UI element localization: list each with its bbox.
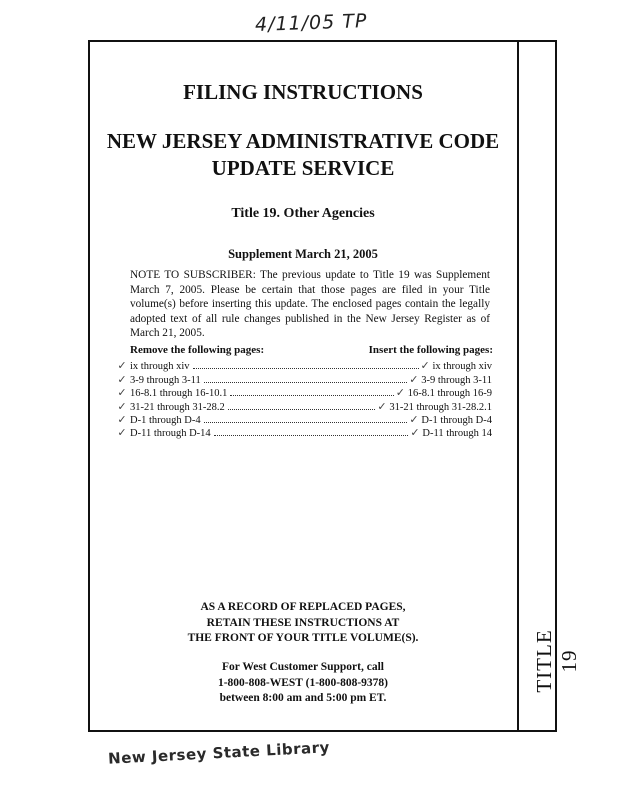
list-item	[114, 386, 492, 399]
remove-range: ix through xiv	[130, 361, 190, 373]
check-mark-icon: ✓	[117, 426, 127, 440]
remove-range: 16-8.1 through 16-10.1	[130, 388, 228, 400]
library-stamp: New Jersey State Library	[107, 738, 331, 768]
list-item	[114, 426, 492, 439]
remove-range: D-1 through D-4	[130, 414, 201, 426]
record-line-3: THE FRONT OF YOUR TITLE VOLUME(S).	[187, 632, 419, 644]
dot-leader	[214, 434, 409, 436]
check-mark-icon: ✓	[117, 386, 127, 400]
insert-range: 3-9 through 3-11	[421, 374, 492, 386]
page-title: FILING INSTRUCTIONS	[183, 80, 423, 104]
dot-leader	[204, 381, 407, 383]
insert-range: D-11 through 14	[422, 428, 492, 440]
list-item	[114, 399, 492, 412]
insert-range: D-1 through D-4	[421, 414, 492, 426]
support-line-1: For West Customer Support, call	[222, 661, 384, 673]
insert-pages-header: Insert the following pages:	[368, 344, 493, 356]
document-subtitle	[92, 128, 514, 182]
title-number: Title 19. Other Agencies	[231, 206, 375, 221]
check-mark-icon: ✓	[395, 386, 405, 400]
list-item	[114, 413, 492, 426]
subtitle-line-1: NEW JERSEY ADMINISTRATIVE CODE	[106, 129, 500, 153]
check-mark-icon: ✓	[409, 412, 419, 426]
record-line-1: AS A RECORD OF REPLACED PAGES,	[200, 601, 406, 613]
customer-support-info	[92, 660, 514, 707]
insert-range: 31-21 through 31-28.2.1	[389, 401, 492, 413]
remove-range: 31-21 through 31-28.2	[130, 401, 225, 413]
check-mark-icon: ✓	[117, 399, 127, 413]
record-instructions	[92, 600, 514, 647]
check-mark-icon: ✓	[410, 426, 420, 440]
handwritten-date-annotation: 4/11/05 TP	[254, 10, 368, 36]
supplement-date: Supplement March 21, 2005	[228, 247, 378, 261]
dot-leader	[204, 421, 408, 423]
dot-leader	[193, 367, 419, 369]
check-mark-icon: ✓	[117, 359, 127, 373]
support-hours: between 8:00 am and 5:00 pm ET.	[219, 692, 387, 704]
check-mark-icon: ✓	[420, 359, 430, 373]
remove-range: D-11 through D-14	[130, 428, 211, 440]
support-phone: 1-800-808-WEST (1-800-808-9378)	[217, 676, 389, 689]
note-to-subscriber: NOTE TO SUBSCRIBER: The previous update to Title 19 was Supplement March 7, 2005. Please be certain that those pages are filed in your Title volume(s) before inserting this update. The enclosed pages contain the legally adopted text of all rule changes published in the New Jersey Register as of March 21, 2005.	[130, 269, 490, 340]
insert-range: ix through xiv	[432, 361, 492, 373]
spine-divider	[517, 40, 519, 732]
check-mark-icon: ✓	[377, 399, 387, 413]
insert-range: 16-8.1 through 16-9	[407, 388, 492, 400]
record-line-2: RETAIN THESE INSTRUCTIONS AT	[206, 616, 400, 629]
remove-range: 3-9 through 3-11	[130, 374, 201, 386]
list-item	[114, 359, 492, 372]
check-mark-icon: ✓	[409, 372, 419, 386]
list-item	[114, 372, 492, 385]
dot-leader	[230, 394, 393, 396]
page-replacement-list	[114, 359, 492, 439]
check-mark-icon: ✓	[117, 372, 127, 386]
remove-pages-header: Remove the following pages:	[130, 344, 265, 356]
dot-leader	[228, 408, 376, 410]
check-mark-icon: ✓	[117, 412, 127, 426]
spine-label: TITLE 19	[532, 629, 581, 693]
subtitle-line-2: UPDATE SERVICE	[211, 156, 395, 180]
